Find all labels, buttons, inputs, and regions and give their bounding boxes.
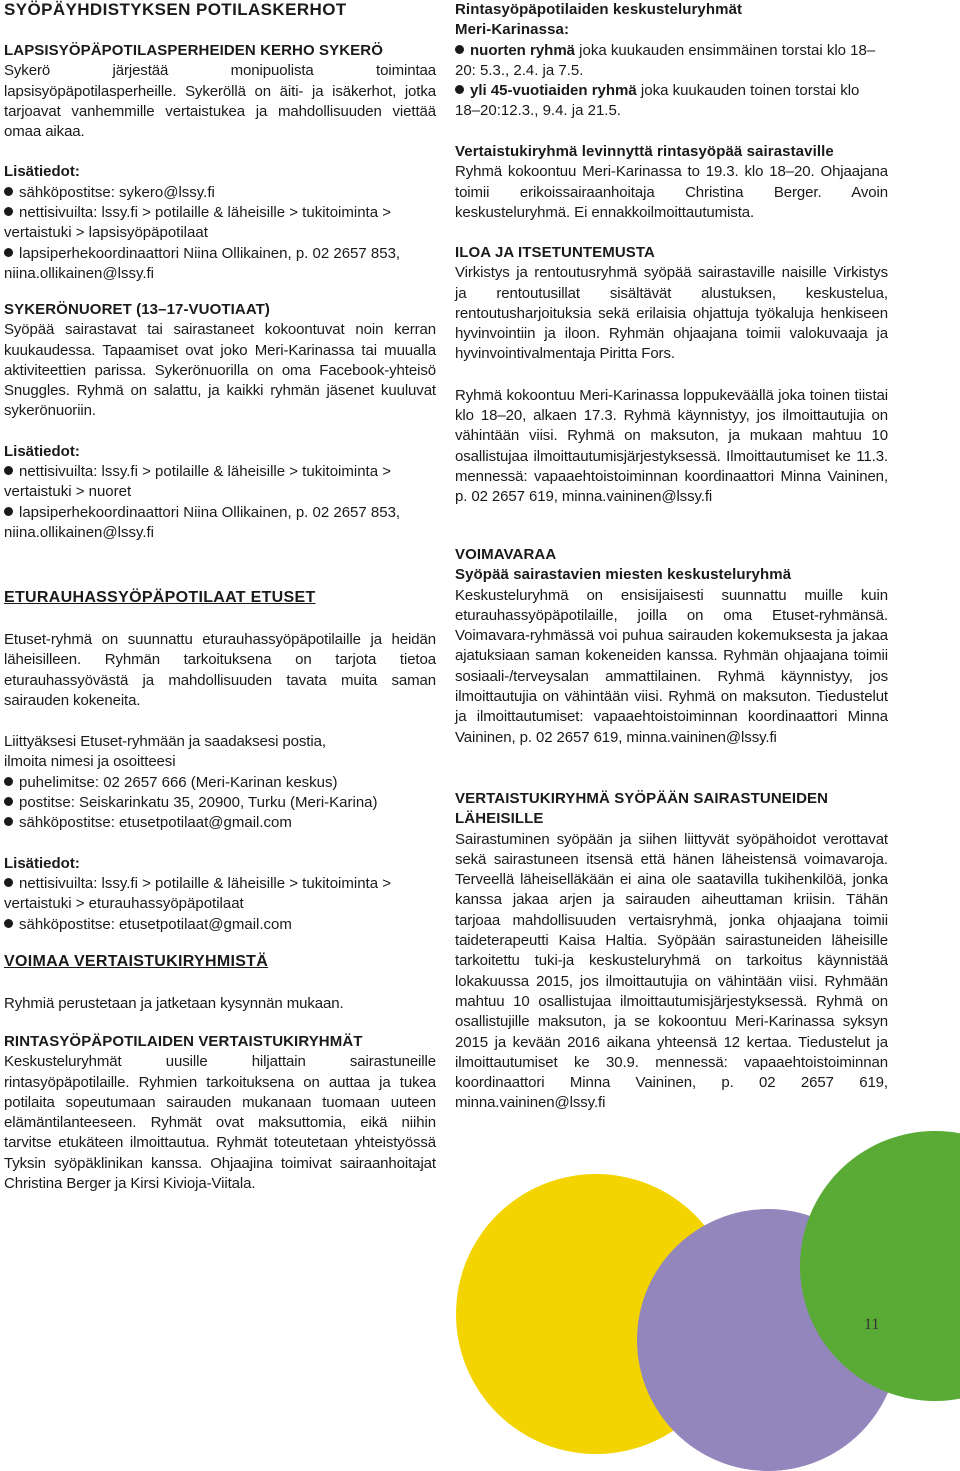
etuset-body: Etuset-ryhmä on suunnattu eturauhassyöpäpotilaille ja heidän läheisilleen. Ryhmän tarkoituksena on tarjota tietoa eturauhassyövästä ja mahdollisuuden tavata muita saman sairauden kokeneita. <box>4 631 436 709</box>
keskustelu-heading-line-2: Meri-Karinassa: <box>455 21 570 39</box>
voimavaraa-section <box>455 545 888 748</box>
voimavaraa-heading: VOIMAVARAA <box>455 546 557 563</box>
keskustelu-heading-line-1: Rintasyöpäpotilaiden keskusteluryhmät <box>455 1 743 18</box>
kerho-heading: LAPSISYÖPÄPOTILASPERHEIDEN KERHO SYKERÖ <box>4 42 383 59</box>
page-title: SYÖPÄYHDISTYKSEN POTILASKERHOT <box>4 0 347 19</box>
iloa-heading: ILOA JA ITSETUNTEMUSTA <box>455 244 655 261</box>
etuset-join-list <box>4 773 436 834</box>
rintasyopa-heading: RINTASYÖPÄPOTILAIDEN VERTAISTUKIRYHMÄT <box>4 1033 363 1050</box>
nuoret-info-label: Lisätiedot: <box>4 442 80 460</box>
iloa-section <box>455 243 888 508</box>
bullet-icon <box>455 85 464 94</box>
bullet-icon <box>4 207 13 216</box>
keskustelu-list <box>455 41 888 122</box>
kerho-body: Sykerö järjestää monipuolista toimintaa lapsisyöpäpotilasperheille. Sykeröllä on äiti- ja isäkerhot, jotka tarjoavat vanhemmille vertaistukea ja mahdollisuuden viettää omaa aikaa. <box>4 62 436 141</box>
page-number: 11 <box>864 1316 880 1333</box>
bullet-icon <box>4 777 13 786</box>
etuset-heading: ETURAUHASSYÖPÄPOTILAAT ETUSET <box>4 589 316 606</box>
etuset-info-list <box>4 874 436 935</box>
iloa-body-1: Virkistys ja rentoutusryhmä syöpää sairastaville naisille Virkistys ja rentoutusillat sisältävät alustuksen, keskustelua, rentoutusharjoituksia sekä erilaisia ohjattuja työkaluja henkiseen hyvinvointiin ja iloon. Ryhmän ohjaajana toimii valokuvaaja ja hyvinvointivalmentaja Piritta Fors. <box>455 264 888 363</box>
list-item: nettisivuilta: lssy.fi > potilaille & läheisille > tukitoiminta > vertaistuki > eturauhassyöpäpotilaat <box>4 874 391 913</box>
bullet-icon <box>4 507 13 516</box>
list-item: nuorten ryhmä joka kuukauden ensimmäinen torstai klo 18–20: 5.3., 2.4. ja 7.5. <box>455 41 876 79</box>
voimaa-heading: VOIMAA VERTAISTUKIRYHMISTÄ <box>4 953 269 970</box>
bullet-icon <box>4 878 13 887</box>
keskustelu-section <box>455 0 888 122</box>
bullet-icon <box>4 248 13 257</box>
kerho-info-label: Lisätiedot: <box>4 163 80 181</box>
levinnyt-section <box>455 142 888 223</box>
bullet-icon <box>4 817 13 826</box>
levinnyt-body: Ryhmä kokoontuu Meri-Karinassa to 19.3. klo 18–20. Ohjaajana toimii erikoissairaanhoitaja Christina Berger. Avoin keskusteluryhmä. Ei ennakkoilmoittautumista. <box>455 163 888 221</box>
kerho-info-list <box>4 183 436 284</box>
voimavaraa-body: Keskusteluryhmä on ensisijaisesti suunnattu muille kuin eturauhassyöpäpotilaille, joilla on oma Etuset-ryhmänsä. Voimavara-ryhmässä voi puhua sairauden kokemuksesta ja jakaa ajatuksiaan saman kokeneiden kanssa. Ryhmän ohjaajana toimii sosiaali-/terveysalan ammattilainen. Ryhmä käynnistyy, jos ilmoittautujia on vähintään viisi. Ryhmä on maksuton. Tiedustelut ja ilmoittautumiset: vapaaehtoistoiminnan koordinaattori Minna Vaininen, p. 02 2657 619, minna.vaininen@lssy.fi <box>455 586 888 746</box>
bullet-icon <box>4 919 13 928</box>
list-item: sähköpostitse: sykero@lssy.fi <box>4 183 436 203</box>
nuoret-heading: SYKERÖNUORET (13–17-VUOTIAAT) <box>4 301 270 318</box>
voimavaraa-subheading: Syöpää sairastavien miesten keskusteluryhmä <box>455 566 792 584</box>
voimaa-section <box>4 952 436 1014</box>
list-item: nettisivuilta: lssy.fi > potilaille & läheisille > tukitoiminta > vertaistuki > nuoret <box>4 463 391 501</box>
list-item: yli 45-vuotiaiden ryhmä joka kuukauden toinen torstai klo 18–20:12.3., 9.4. ja 21.5. <box>455 82 860 120</box>
nuoret-body: Syöpää sairastavat tai sairastaneet kokoontuvat noin kerran kuukaudessa. Tapaamiset ovat joko Meri-Karinassa tai muualla aktiviteettien parissa. Sykerönuorilla on oma Facebook-yhteisö Snuggles. Ryhmä on salattu, ja kaikki ryhmän jäsenet kuuluvat sykerönuoriin. <box>4 321 436 420</box>
kerho-section <box>4 41 436 284</box>
laheiset-section <box>455 789 888 1114</box>
list-item: postitse: Seiskarinkatu 35, 20900, Turku (Meri-Karina) <box>4 793 436 813</box>
nuoret-section <box>4 300 436 543</box>
etuset-info-label: Lisätiedot: <box>4 854 80 872</box>
bullet-icon <box>4 797 13 806</box>
list-item: sähköpostitse: etusetpotilaat@gmail.com <box>4 915 436 935</box>
list-item: nettisivuilta: lssy.fi > potilaille & läheisille > tukitoiminta > vertaistuki > lapsisyöpäpotilaat <box>4 204 391 242</box>
list-item: sähköpostitse: etusetpotilaat@gmail.com <box>4 813 436 833</box>
etuset-section <box>4 588 436 935</box>
bullet-icon <box>4 466 13 475</box>
list-item: lapsiperhekoordinaattori Niina Ollikainen, p. 02 2657 853, niina.ollikainen@lssy.fi <box>4 244 401 282</box>
list-item: lapsiperhekoordinaattori Niina Ollikainen, p. 02 2657 853, niina.ollikainen@lssy.fi <box>4 503 401 541</box>
bullet-icon <box>4 187 13 196</box>
etuset-join-line-1: Liittyäksesi Etuset-ryhmään ja saadaksesi postia, <box>4 733 326 751</box>
rintasyopa-body: Keskusteluryhmät uusille hiljattain sairastuneille rintasyöpäpotilaille. Ryhmien tarkoituksena on auttaa ja tukea potilaita sopeutumaan sairauden mukanaan tuomaan uuteen elämäntilanteeseen. Ryhmät ovat maksuttomia, eikä niihin tarvitse etukäteen ilmoittautua. Ryhmät toteutetaan yhteistyössä Tyksin syöpäklinikan kanssa. Ohjaajina toimivat sairaanhoitajat Christina Berger ja Kirsi Kivioja-Viitala. <box>4 1053 436 1193</box>
rintasyopa-section <box>4 1032 436 1194</box>
list-item: puhelimitse: 02 2657 666 (Meri-Karinan keskus) <box>4 773 436 793</box>
levinnyt-heading: Vertaistukiryhmä levinnyttä rintasyöpää sairastaville <box>455 143 834 160</box>
laheiset-heading: VERTAISTUKIRYHMÄ SYÖPÄÄN SAIRASTUNEIDEN LÄHEISILLE <box>455 790 829 828</box>
laheiset-body: Sairastuminen syöpään ja siihen liittyvät syöpähoidot verottavat sekä sairastuneen itsensä että hänen läheistensä voimavaroja. Terveellä läheiselläkään ei aina ole saatavilla tukihenkilöä, jonka kanssa jakaa arjen ja sairauden aiheuttaman kriisin. Tähän tarjoaa mahdollisuuden vertaisryhmä, jonka ohjaajana toimii taideterapeutti Kaisa Haltia. Syöpään sairastuneiden läheisille tarkoitettu tuki-ja keskusteluryhmä on tarkoitus käynnistää lokakuussa 2015, jos ilmoittautujia on vähintään viisi. Ryhmään mahtuu 10 osallistujaa ilmoittautumisjärjestyksessä. Ryhmä on osallistujille maksuton, ja se kokoontuu Meri-Karinassa syksyn 2015 ja kevään 2016 aikana yhteensä 12 kertaa. Tiedustelut ja ilmoittautumiset ke 30.9. mennessä: vapaaehtoistoiminnan koordinaattori Minna Vaininen, p. 02 2657 619, minna.vaininen@lssy.fi <box>455 830 888 1112</box>
iloa-body-2: Ryhmä kokoontuu Meri-Karinassa loppukeväällä joka toinen tiistai klo 18–20, alkaen 17.3. Ryhmä käynnistyy, jos ilmoittautujia on vähintään viisi. Ryhmä on maksuton, ja mukaan mahtuu 10 osallistujaa ilmoittautumisjärjestyksessä. Ilmoittautumiset ke 11.3. mennessä: vapaaehtoistoiminnan koordinaattori Minna Vaininen, p. 02 2657 619, minna.vaininen@lssy.fi <box>455 386 888 506</box>
nuoret-info-list <box>4 462 436 543</box>
voimaa-body: Ryhmiä perustetaan ja jatketaan kysynnän mukaan. <box>4 995 344 1012</box>
etuset-join-line-2: ilmoita nimesi ja osoitteesi <box>4 753 176 771</box>
bullet-icon <box>455 45 464 54</box>
